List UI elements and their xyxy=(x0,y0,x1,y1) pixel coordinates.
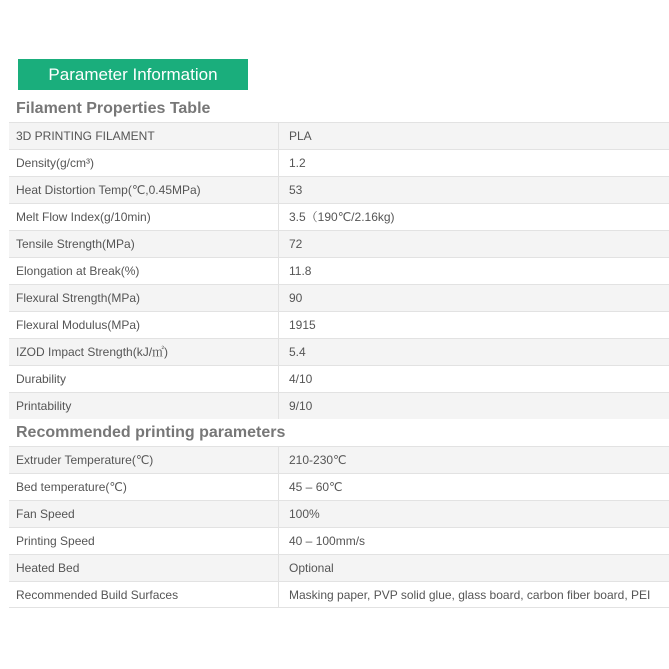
row-label: Durability xyxy=(9,366,279,392)
table-row xyxy=(9,527,669,554)
table-row xyxy=(9,446,669,473)
table-row xyxy=(9,284,669,311)
row-label: Printability xyxy=(9,393,279,419)
row-label: Flexural Strength(MPa) xyxy=(9,285,279,311)
parameter-table xyxy=(9,95,669,608)
table-row xyxy=(9,176,669,203)
row-value: 210-230℃ xyxy=(289,453,347,467)
table-row xyxy=(9,149,669,176)
table-row xyxy=(9,203,669,230)
row-label: Bed temperature(℃) xyxy=(9,474,279,500)
row-label: Density(g/cm³) xyxy=(9,150,279,176)
row-label: Flexural Modulus(MPa) xyxy=(9,312,279,338)
filament-properties-heading: Filament Properties Table xyxy=(9,95,669,122)
row-value: 45 – 60℃ xyxy=(289,480,343,494)
table-row xyxy=(9,311,669,338)
table-row xyxy=(9,122,669,149)
row-label: Extruder Temperature(℃) xyxy=(9,447,279,473)
row-label: Printing Speed xyxy=(9,528,279,554)
row-value: 90 xyxy=(289,291,303,305)
row-label: Tensile Strength(MPa) xyxy=(9,231,279,257)
row-value: 4/10 xyxy=(289,372,313,386)
table-row xyxy=(9,473,669,500)
row-value: Optional xyxy=(289,561,334,575)
parameter-information-badge: Parameter Information xyxy=(18,59,248,90)
row-label: Fan Speed xyxy=(9,501,279,527)
row-value: 100% xyxy=(289,507,320,521)
row-value: 3.5（190℃/2.16kg) xyxy=(289,210,395,224)
row-value: 1.2 xyxy=(289,156,306,170)
row-label: Heat Distortion Temp(℃,0.45MPa) xyxy=(9,177,279,203)
row-value: 1915 xyxy=(289,318,316,332)
row-value: PLA xyxy=(289,129,312,143)
row-label: Heated Bed xyxy=(9,555,279,581)
printing-parameters-heading: Recommended printing parameters xyxy=(9,419,669,446)
row-value: 72 xyxy=(289,237,303,251)
table-row xyxy=(9,500,669,527)
row-value: Masking paper, PVP solid glue, glass board, carbon fiber board, PEI xyxy=(289,588,651,602)
row-label: Elongation at Break(%) xyxy=(9,258,279,284)
table-row xyxy=(9,230,669,257)
table-row xyxy=(9,257,669,284)
row-value: 53 xyxy=(289,183,303,197)
row-value: 9/10 xyxy=(289,399,313,413)
row-value: 40 – 100mm/s xyxy=(289,534,366,548)
row-value: 11.8 xyxy=(289,264,312,278)
table-row xyxy=(9,338,669,365)
row-value: 5.4 xyxy=(289,345,306,359)
row-label: Melt Flow Index(g/10min) xyxy=(9,204,279,230)
table-row xyxy=(9,392,669,419)
table-row xyxy=(9,554,669,581)
row-label: Recommended Build Surfaces xyxy=(9,582,279,607)
row-label: IZOD Impact Strength(kJ/㎡) xyxy=(9,339,279,365)
row-label: 3D PRINTING FILAMENT xyxy=(9,123,279,149)
table-row xyxy=(9,581,669,608)
table-row xyxy=(9,365,669,392)
